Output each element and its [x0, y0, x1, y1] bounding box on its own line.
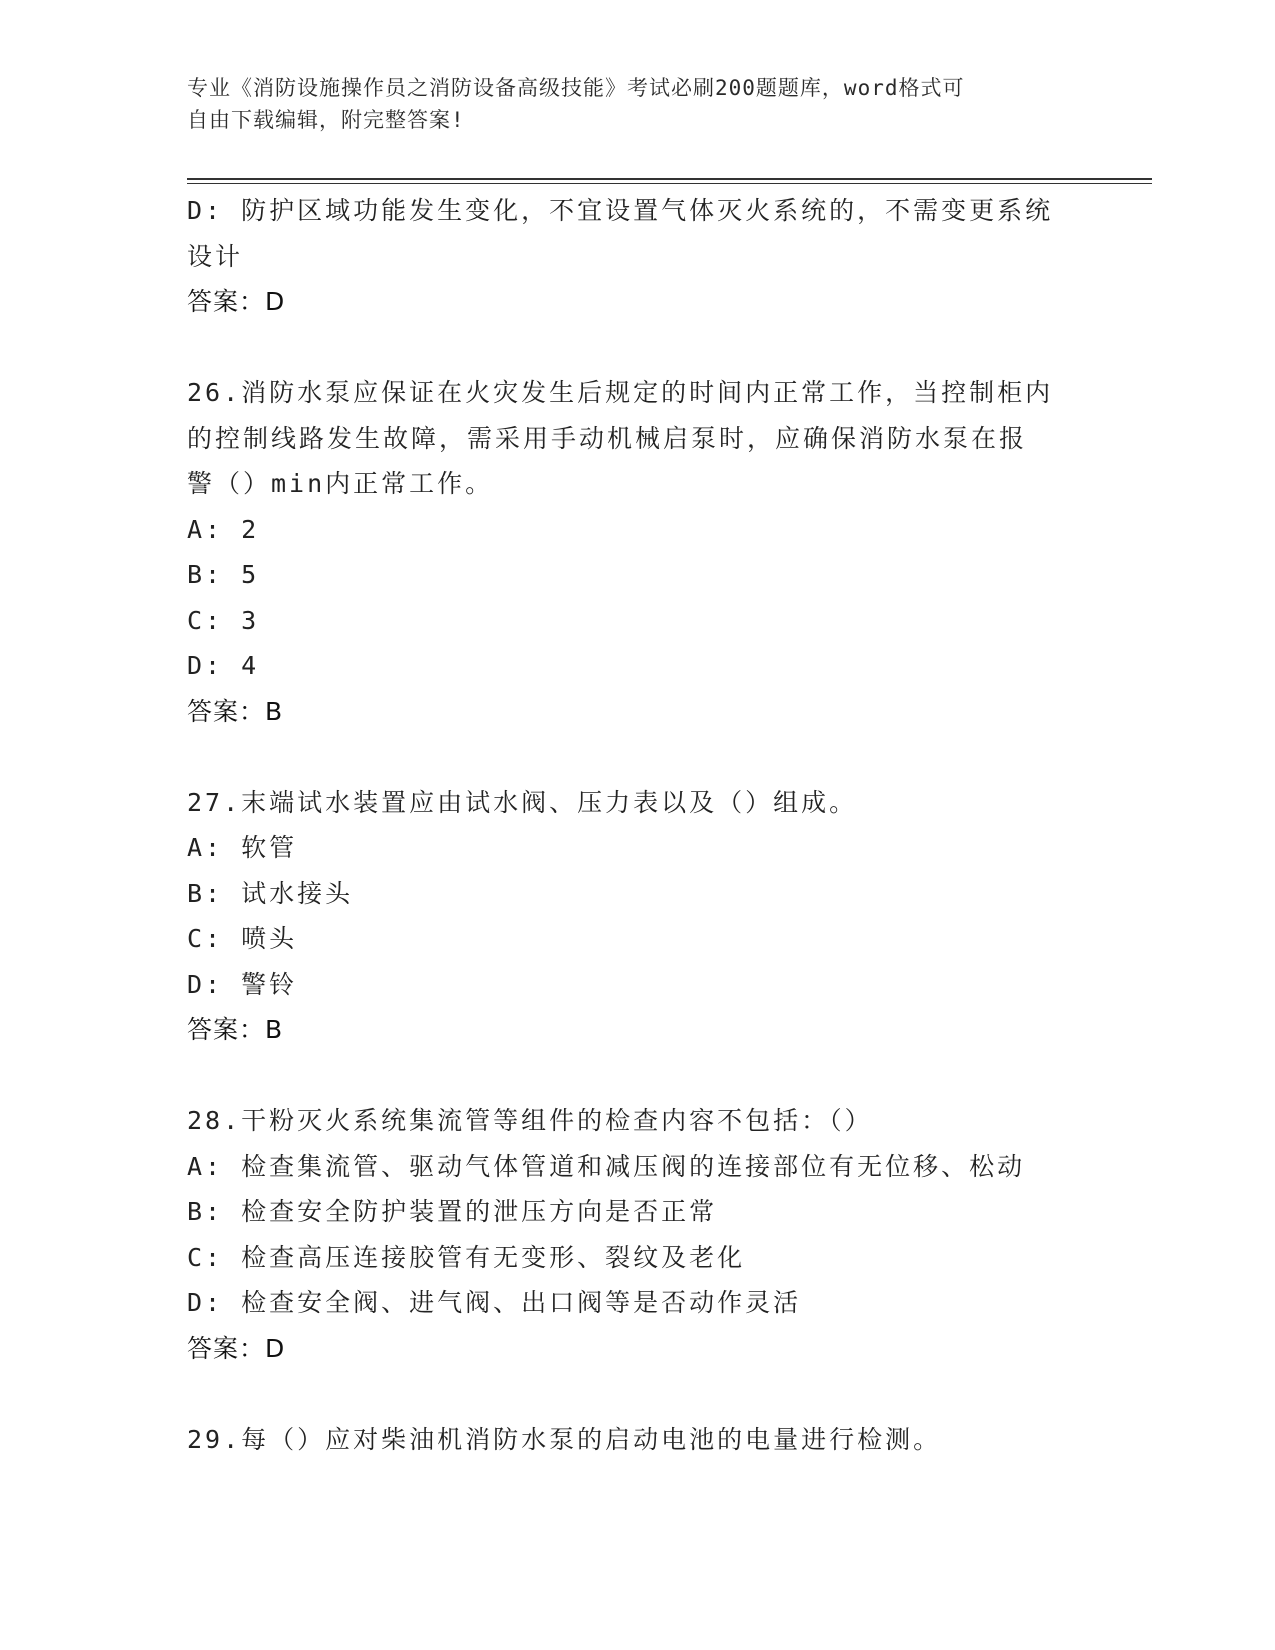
option-a: A: 2: [187, 514, 260, 544]
question-27: [187, 780, 1087, 1053]
question-29: [187, 1417, 1087, 1463]
question-28: [187, 1098, 1087, 1371]
answer-label: 答案：B: [187, 696, 284, 726]
option-d: D: 警铃: [187, 969, 298, 999]
header-divider-thin: [187, 183, 1152, 184]
option-b: B: 试水接头: [187, 878, 354, 908]
option-d: D: 4: [187, 651, 260, 680]
header-title-line-1: 专业《消防设施操作员之消防设备高级技能》考试必刷200题题库，word格式可: [187, 76, 965, 100]
question-gap: [187, 734, 1087, 780]
option-c: C: 3: [187, 605, 260, 635]
question-stem-line: 26.消防水泵应保证在火灾发生后规定的时间内正常工作，当控制柜内: [187, 378, 1054, 407]
question-stem-line: 29.每（）应对柴油机消防水泵的启动电池的电量进行检测。: [187, 1424, 942, 1454]
question-list: [187, 188, 1087, 1462]
answer-label: 答案：D: [187, 1333, 286, 1363]
option-b: B: 5: [187, 560, 260, 589]
header-title-line-2: 自由下载编辑，附完整答案!: [187, 108, 465, 132]
option-b: B: 检查安全防护装置的泄压方向是否正常: [187, 1197, 718, 1226]
question-gap: [187, 1371, 1087, 1417]
question-26: [187, 370, 1087, 734]
question-gap: [187, 325, 1087, 371]
question-stem-line: 警（）min内正常工作。: [187, 469, 494, 498]
question-stem-line: 27.末端试水装置应由试水阀、压力表以及（）组成。: [187, 787, 858, 817]
option-a: A: 软管: [187, 833, 298, 862]
option-a: A: 检查集流管、驱动气体管道和减压阀的连接部位有无位移、松动: [187, 1151, 1026, 1181]
option-c: C: 喷头: [187, 924, 298, 953]
answer-label: 答案：D: [187, 287, 286, 316]
answer-label: 答案：B: [187, 1015, 284, 1044]
question-25-tail: [187, 188, 1087, 325]
option-d: D: 防护区域功能发生变化，不宜设置气体灭火系统的，不需变更系统: [187, 196, 1054, 225]
document-header: [187, 72, 1067, 136]
option-d: D: 检查安全阀、进气阀、出口阀等是否动作灵活: [187, 1288, 802, 1317]
option-c: C: 检查高压连接胶管有无变形、裂纹及老化: [187, 1242, 746, 1272]
question-stem-line: 的控制线路发生故障，需采用手动机械启泵时，应确保消防水泵在报: [187, 423, 1028, 453]
header-divider-thick: [187, 178, 1152, 180]
question-stem-line: 28.干粉灭火系统集流管等组件的检查内容不包括：（）: [187, 1106, 873, 1135]
question-gap: [187, 1053, 1087, 1099]
option-d-continued: 设计: [187, 241, 244, 271]
